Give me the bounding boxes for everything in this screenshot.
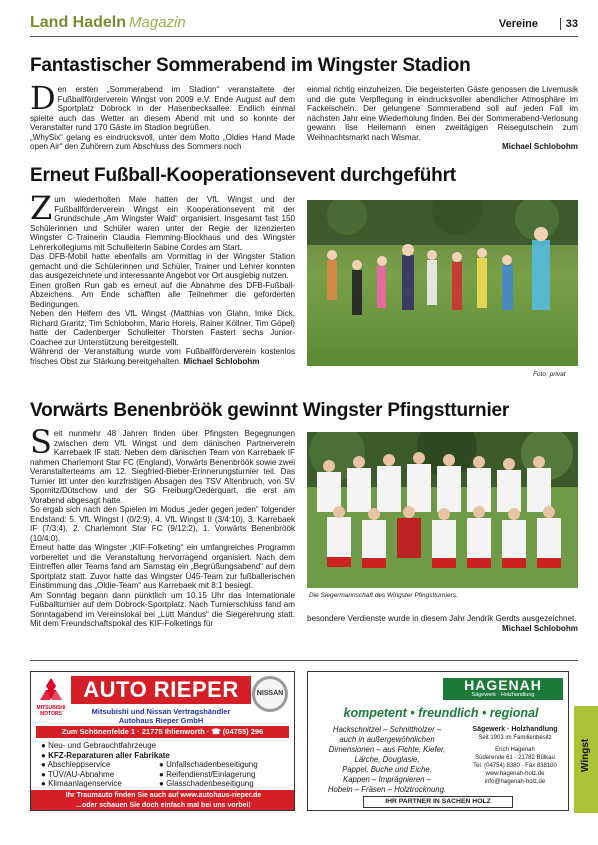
ad2-slogan: kompetent • freundlich • regional [343, 706, 539, 720]
article2-author: Michael Schlobohm [183, 356, 260, 366]
article1-title: Fantastischer Sommerabend im Wingster Stadion [30, 55, 471, 76]
children-football-photo [307, 200, 578, 366]
page-header [30, 14, 578, 36]
mitsubishi-diamond-icon [38, 678, 64, 700]
section-label: Vereine [498, 18, 538, 30]
article3-title: Vorwärts Benenbröök gewinnt Wingster Pfingstturnier [30, 400, 510, 421]
article3-photo [307, 432, 578, 588]
ad-hagenah[interactable] [307, 671, 569, 811]
page-number: 33 [560, 18, 578, 30]
article3-body: Seit nunmehr 48 Jahren finden über Pfingsten Begegnungen zwischen dem VfL Wingst und dem dänischen Partnerverein Karrebaek IF statt. Neben dem dänischen Team von Karrebaek IF nahmen Charlemont Star FC (England), Vorwärts Benenbröök sowie zwei Veranstalterteams am 12. Siegfried-Bieber-Erinnerungsturnier teil. Das Turnier litt unter den kurzfristigen Absagen des TSV Altenbruch, von SV Spornitz/Dütschow und der SG Freiburg/Oederquart, die erst am Vorabend abgesagt hatte. So ergab sich nach den Spielen im Modus „jeder gegen jeden“ folgender Endstand: 5. VfL Wingst I (0/2:9), 4. VfL Wingst II (3/4:10), 3. Karrebaek IF (7/3:4), 2. Charlemont Star FC (9/12:2), 1. Vorwärts Benenbröök (10/4:0). Erneut hatte das Wingster „KIF-Folketing“ ein umfangreiches Programm vorbereitet und die Veranstaltung hervorragend organisiert. Nach dem Eintreffen aller Teams fand am Samstag ein „Begrüßungsabend“ auf dem Sportplatz statt. Zuvor hatte das Wingster Ü45-Team zur fußballerischen Einstimmung das „Oldie-Team“ aus Karrebaek mit 8:1 besiegt. Am Sonntag begann dann pünktlich um 10.15 Uhr das Internationale Fußballturnier auf dem Dobrock-Sportplatz. Nach Turnierschluss fand am Sonntagabend im Vereinslokal bei „Lütt Mandus“ die Siegerehrung statt. Mit dem Freundschaftspokal des KIF-Folketings für [30, 429, 295, 628]
ad1-line1: Mitsubishi und Nissan Vertragshändler [91, 707, 231, 716]
magazine-brand: Land Hadeln Magazin [30, 14, 186, 31]
ad1-address: Zum Schönenfelde 1 · 21775 Ihlienworth · ☎ (04755) 296 [36, 726, 289, 738]
ad2-footer: IHR PARTNER IN SACHEN HOLZ [363, 796, 513, 808]
ad2-contact: Sägewerk · Holzhandlung Seit 1903 im Familienbesitz Erich Hagenah Süderende 61 · 21782 Bülkau Tel. (04754) 8380 · Fax 838100 www.hagenah-holz.de info@hagenah-holz.de [472, 726, 558, 785]
ad1-line2: Autohaus Rieper GmbH [118, 716, 204, 725]
article2-title: Erneut Fußball-Kooperationsevent durchgeführt [30, 165, 456, 186]
article2-photo [307, 200, 578, 366]
header-rule [30, 36, 578, 37]
ad1-services: ● Neu- und Gebrauchtfahrzeuge ● KFZ-Reparaturen aller Fabrikate ● Abschleppservice ● Unfallschadenbeseitigung ● TÜV/AU-Abnahme ● Reifendienst/Einlagerung ● Klimaanlagenservice ● Glasschadenbeseitigung [41, 741, 258, 789]
ad-auto-rieper[interactable] [30, 671, 295, 811]
ad2-products: Hackschnitzel – Schnittholzer – auch in außergewöhnlichen Dimensionen – aus Fichte, Kiefer, Lärche, Douglasie, Pappel, Buche und Eiche. Kappen – Imprägnieren – Hobeln – Fräsen – Holztrocknung. [327, 725, 447, 794]
article3-col2: besondere Verdienste wurde in diesem Jahr Jendrik Gerdts ausgezeichnet. Michael Schlobohm [307, 614, 578, 633]
mitsubishi-logo: MITSUBISHI MOTORS [34, 678, 68, 717]
bottom-rule [30, 660, 578, 661]
article1-col1: Den ersten „Sommerabend im Stadion“ veranstaltete der Fußballförderverein Wingst von 2009 e.V. Ende August auf dem Sportplatz Dobrock in der Hasenbecksallee. Endlich einmal spielte auch das Wetter an diesem Abend mit und so konnte der Veranstalter rund 170 Gäste im Stadion begrüßen. „WhySix“ gelang es eindrucksvoll, unter dem Motto „Oldies Hand Made open Air“ den Zuhörern zum Abschluss des Sommers noch [30, 85, 295, 151]
hagenah-logo: HAGENAH Sägewerk · Holzhandlung [443, 678, 563, 700]
article3-author: Michael Schlobohm [501, 623, 578, 633]
article2-photo-caption: Foto: privat [533, 371, 566, 378]
article3-photo-caption: Die Siegermannschaft des Wingster Pfingstturniers. [309, 592, 458, 599]
article1-col2: einmal richtig einzuheizen. Die begeisterten Gäste genossen die Livemusik und die gute Verpflegung in eindrucksvoller abendlicher Atmosphäre im Fackelschein. Der gelungene Sommerabend soll auf jeden Fall im nächsten Jahr eine Wiederholung finden. Bei der Sommerabend-Verlosung gewann Ilse Heilemann einen zweitägigen Reisegutschein zum Weihnachtsmarkt nach Wismar. Michael Schlobohm [307, 85, 578, 151]
article1-author: Michael Schlobohm [501, 142, 578, 151]
auto-rieper-banner: AUTO RIEPER [71, 676, 251, 704]
ad1-footer: Ihr Traumauto finden Sie auch auf www.autohaus-rieper.de ...oder schauen Sie doch einfach mal bei uns vorbei! [31, 790, 295, 811]
team-photo [307, 432, 578, 588]
section-side-tab: Wingst [574, 706, 598, 813]
nissan-logo: NISSAN [252, 676, 288, 712]
article2-body: Zum wiederholten Male hatten der VfL Wingst und der Fußballförderverein Wingst ein Kooperationsevent mit der Grundschule „Am Wingster Wald“ organisiert. Insgesamt fast 150 Schülerinnen und Schüler waren unter der Regie der lizenzierten Wingster C-Trainerin Claudia Flemming-Blockhaus und des Wingster Lehrerkollegiums mit Schulleiterin Sabine Cordes am Start. Das DFB-Mobil hatte ebenfalls am Vormittag in der Wingster Station gemacht und die Schülerinnen und Schüler, Trainer und Lehrer konnten das ausgezeichnete und interessante Angebot vor Ort ausgiebig nutzen. Einen großen Run gab es erneut auf die Abnahme des DFB-Fußball-Abzeichens. Am Ende schafften alle Teilnehmer die geforderten Bedingungen. Neben den Helfern des VfL Wingst (Matthias von Glahn, Imke Dick, Richard Grantz, Tim Schlobohm, Mario Horeis, Rainer Köllner, Tim Göpel) hatte der Cadenberger Schulleiter Thorsten Fastert sechs Junior-Coachee zur Unterstützung bereitgestellt. Während der Veranstaltung wurde vom Fußballförderverein kostenlos frisches Obst zur Stärkung bereitgehalten. Michael Schlobohm [30, 195, 295, 366]
